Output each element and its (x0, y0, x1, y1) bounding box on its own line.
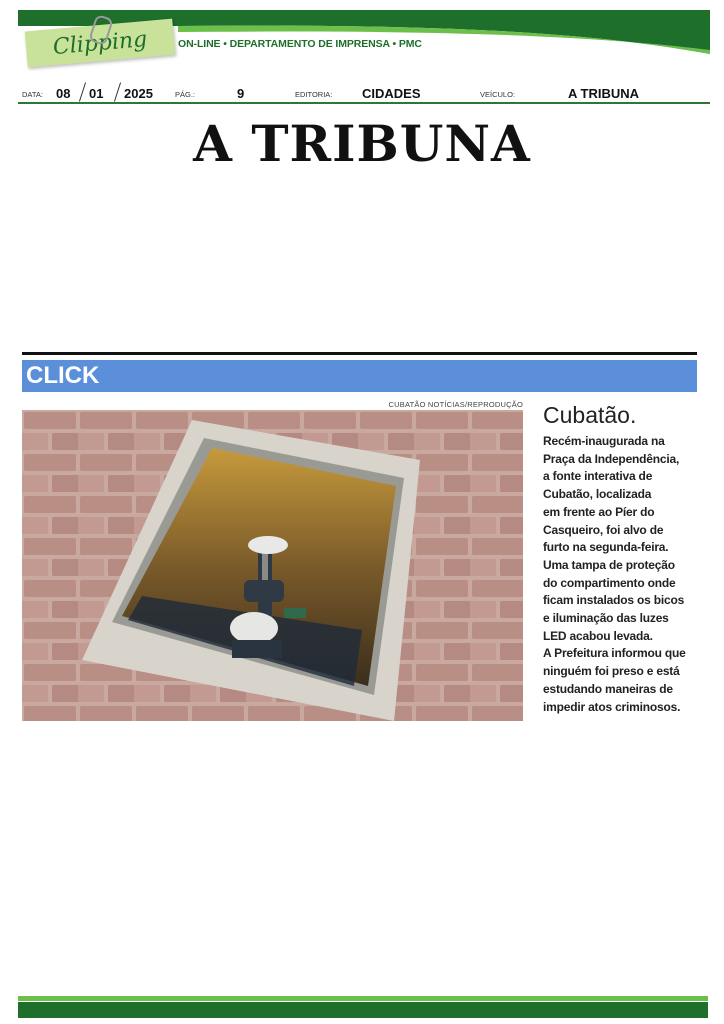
article-line: do compartimento onde (543, 575, 676, 590)
article-line: em frente ao Píer do (543, 504, 655, 519)
article-line: A Prefeitura informou que (543, 646, 686, 661)
outlet-label: VEÍCULO: (480, 90, 516, 99)
section-title: CLICK (26, 362, 100, 389)
article-line: Cubatão, localizada (543, 487, 652, 502)
footer-light-stripe (18, 996, 708, 1001)
clipping-label: Clipping (51, 26, 149, 60)
article-line: furto na segunda-feira. (543, 540, 669, 555)
date-year: 2025 (124, 86, 153, 101)
article-line: estudando maneiras de (543, 681, 673, 696)
article-line: Uma tampa de proteção (543, 557, 675, 572)
footer-dark-stripe (18, 1002, 708, 1018)
article-line: ficam instalados os bicos (543, 593, 685, 608)
article-line: LED acabou levada. (543, 628, 653, 643)
article-city: Cubatão. (543, 402, 637, 428)
article-line: a fonte interativa de (543, 469, 653, 484)
page-label: PÁG.: (175, 90, 196, 99)
section-label: EDITORIA: (295, 90, 333, 99)
newspaper-masthead: A TRIBUNA (193, 114, 531, 173)
section-name: CIDADES (362, 86, 421, 101)
date-day: 08 (56, 86, 71, 101)
page-number: 9 (237, 86, 245, 101)
article-line: Casqueiro, foi alvo de (543, 522, 664, 537)
article-line: ninguém foi preso e está (543, 664, 680, 679)
article-photo (22, 410, 523, 721)
metadata-row (22, 82, 710, 104)
date-label: DATA: (22, 90, 43, 99)
date-separator (79, 82, 86, 101)
section-rule (22, 352, 697, 355)
outlet-name: A TRIBUNA (568, 86, 640, 101)
article-line: Recém-inaugurada na (543, 434, 665, 448)
section-bar (22, 360, 697, 392)
article-line: Praça da Independência, (543, 451, 680, 466)
date-separator (114, 82, 121, 101)
photo-credit: CUBATÃO NOTÍCIAS/REPRODUÇÃO (388, 400, 523, 409)
metadata-divider (18, 102, 710, 104)
article-line: impedir atos criminosos. (543, 699, 681, 714)
header-subtitle: ON-LINE • DEPARTAMENTO DE IMPRENSA • PMC (178, 38, 422, 50)
article-line: e iluminação das luzes (543, 611, 669, 626)
date-month: 01 (89, 86, 104, 101)
article-body (543, 433, 703, 716)
